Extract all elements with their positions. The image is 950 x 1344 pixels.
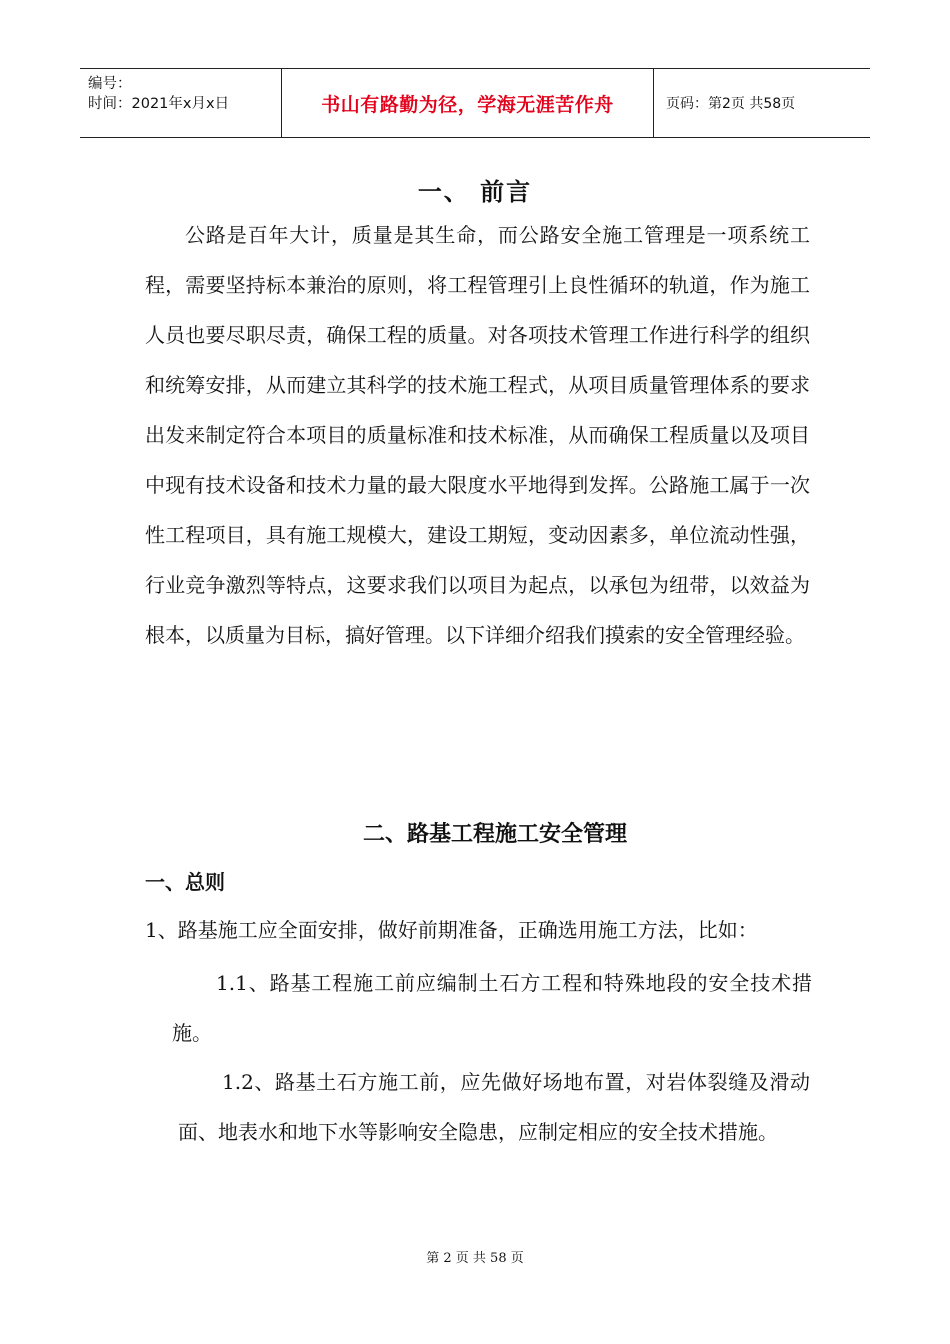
motto: 书山有路勤为径，学海无涯苦作舟 [321, 93, 614, 116]
section1-title: 一、 前言 [417, 178, 533, 206]
header-motto-cell [282, 69, 654, 137]
item-1-1: 1.1、路基工程施工前应编制土石方工程和特殊地段的安全技术措施。 [172, 971, 812, 1045]
date-label: 时间：2021年x月x日 [88, 96, 230, 112]
page-info: 页码：第2页 共58页 [666, 96, 796, 112]
item-1: 1、路基施工应全面安排，做好前期准备，正确选用施工方法，比如： [145, 918, 758, 942]
document-header [80, 68, 870, 138]
header-page-cell [654, 69, 870, 137]
section2-title: 二、路基工程施工安全管理 [362, 822, 627, 847]
item-1-2: 1.2、路基土石方施工前，应先做好场地布置，对岩体裂缝及滑动面、地表水和地下水等影响安全隐患，应制定相应的安全技术措施。 [178, 1070, 810, 1144]
section2-subheading: 一、总则 [145, 870, 225, 894]
header-meta-cell [80, 69, 282, 137]
page-footer: 第 2 页 共 58 页 [426, 1251, 524, 1266]
section1-paragraph: 公路是百年大计，质量是其生命，而公路安全施工管理是一项系统工程，需要坚持标本兼治的原则，将工程管理引上良性循环的轨道，作为施工人员也要尽职尽责，确保工程的质量。对各项技术管理工作进行科学的组织和统筹安排，从而建立其科学的技术施工程式，从项目质量管理体系的要求出发来制定符合本项目的质量标准和技术标准，从而确保工程质量以及项目中现有技术设备和技术力量的最大限度水平地得到发挥。公路施工属于一次性工程项目，具有施工规模大，建设工期短，变动因素多，单位流动性强，行业竞争激烈等特点，这要求我们以项目为起点，以承包为纽带，以效益为根本，以质量为目标，搞好管理。以下详细介绍我们摸索的安全管理经验。 [145, 223, 810, 647]
number-label: 编号： [88, 76, 132, 92]
